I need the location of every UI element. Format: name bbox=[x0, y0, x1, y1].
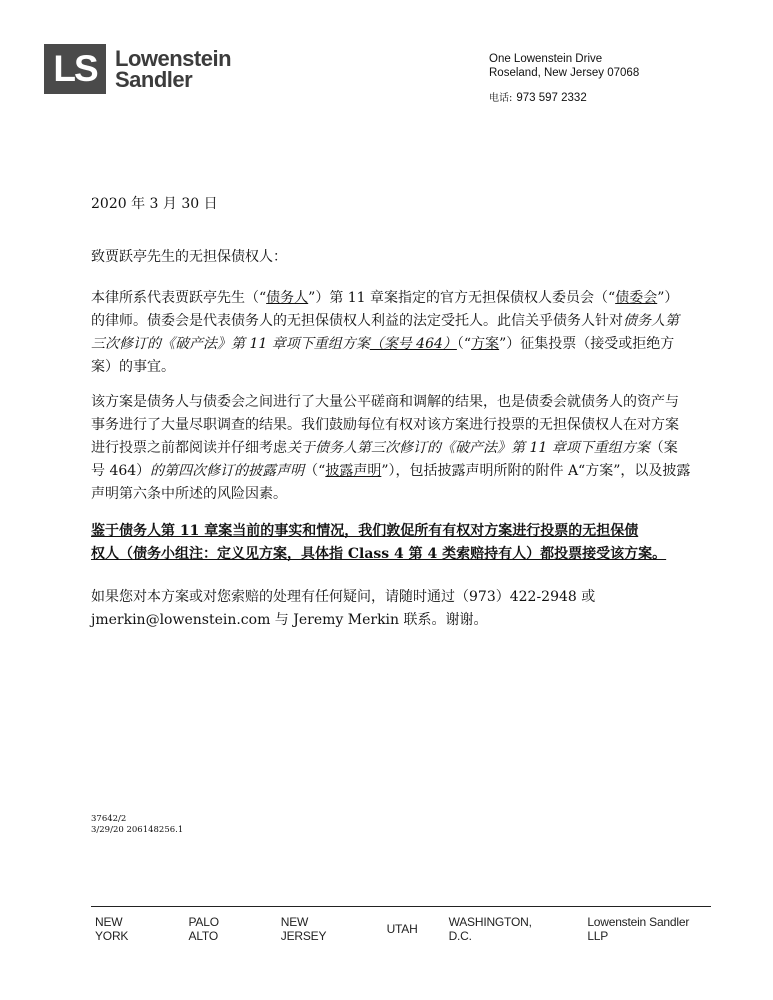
defined-term-disclosure: 披露声明 bbox=[325, 463, 382, 479]
p1-text-j: ”）征集投票（接受或拒绝方案）的事宜。 bbox=[91, 336, 675, 375]
office-new-jersey: NEW JERSEY bbox=[280, 915, 327, 943]
p1-text-e: ”）的律师。债委会是代表债务人的无担保债权人利益的法定受托人。此信关乎债务人针对 bbox=[91, 290, 679, 329]
plan-docket: （案号 464） bbox=[369, 336, 457, 352]
recommendation-line-2: 权人（债务小组注：定义见方案，具体指 Class 4 第 4 类索赔持有人）都投票接受该方案。 bbox=[91, 546, 667, 562]
paragraph-negotiation bbox=[91, 391, 691, 506]
paragraph-recommendation bbox=[91, 520, 691, 566]
disclosure-docket: （案号 464） bbox=[91, 440, 678, 479]
office-new-york: NEW YORK bbox=[95, 915, 129, 943]
p1-text-c: ”）第 11 章案指定的官方无担保债权人委员会（“ bbox=[308, 290, 616, 306]
disclosure-title-end: 的第四次修订的披露声明 bbox=[150, 463, 305, 479]
defined-term-debtor: 债务人 bbox=[266, 290, 309, 306]
p1-text-a: 本律所系代表贾跃亭先生（“ bbox=[91, 290, 267, 306]
plan-title: 债务人第三次修订的《破产法》第 11 章项下重组方案 bbox=[91, 313, 679, 352]
address-line-2: Roseland, New Jersey 07068 bbox=[489, 67, 640, 79]
letter-date: 2020 年 3 月 30 日 bbox=[91, 196, 218, 212]
phone-number: 973 597 2332 bbox=[516, 92, 587, 104]
office-palo-alto: PALO ALTO bbox=[188, 915, 219, 943]
logo-line-2: Sandler bbox=[115, 67, 193, 92]
salutation: 致贾跃亭先生的无担保债权人： bbox=[91, 249, 287, 265]
reference-line-2: 3/29/20 206148256.1 bbox=[91, 825, 184, 835]
address-line-1: One Lowenstein Drive bbox=[489, 53, 603, 65]
footer bbox=[95, 915, 711, 943]
phone-label: 电话: bbox=[489, 93, 513, 104]
paragraph-contact: 如果您对本方案或对您索赔的处理有任何疑问，请随时通过（973）422-2948 或 jmerkin@lowenstein.com 与 Jeremy Merkin 联系。谢谢。 bbox=[91, 589, 596, 628]
logo-mark: LS bbox=[44, 44, 106, 94]
firm-phone bbox=[489, 89, 587, 104]
p2-text-g: ”），包括披露声明所附的附件 A“方案”，以及披露声明第六条中所述的风险因素。 bbox=[91, 463, 691, 502]
office-washington: WASHINGTON, D.C. bbox=[448, 915, 532, 943]
footer-firm-name: Lowenstein Sandler LLP bbox=[587, 915, 690, 943]
defined-term-committee: 债委会 bbox=[615, 290, 658, 306]
p2-text-e: （“ bbox=[304, 463, 326, 479]
recommendation-line-1: 鉴于债务人第 11 章案当前的事实和情况，我们敦促所有有权对方案进行投票的无担保债 bbox=[91, 523, 639, 539]
defined-term-plan: 方案 bbox=[471, 336, 500, 352]
document-reference bbox=[91, 814, 183, 836]
paragraph-intro bbox=[91, 287, 691, 379]
p1-text-h: （“ bbox=[456, 336, 472, 352]
disclosure-title: 关于债务人第三次修订的《破产法》第 11 章项下重组方案 bbox=[287, 440, 650, 456]
firm-address bbox=[489, 52, 639, 80]
office-utah: UTAH bbox=[386, 922, 418, 936]
footer-divider bbox=[91, 906, 711, 907]
logo-wordmark bbox=[115, 48, 231, 90]
reference-line-1: 37642/2 bbox=[91, 814, 127, 824]
logo-line-1: Lowenstein bbox=[115, 46, 232, 71]
p2-text-a: 该方案是债务人与债委会之间进行了大量公平磋商和调解的结果，也是债委会就债务人的资产与事务进行了大量尽职调查的结果。我们鼓励每位有权对该方案进行投票的无担保债权人在对方案进行投票之前都阅读并仔细考虑 bbox=[91, 394, 679, 456]
firm-logo bbox=[44, 44, 231, 94]
